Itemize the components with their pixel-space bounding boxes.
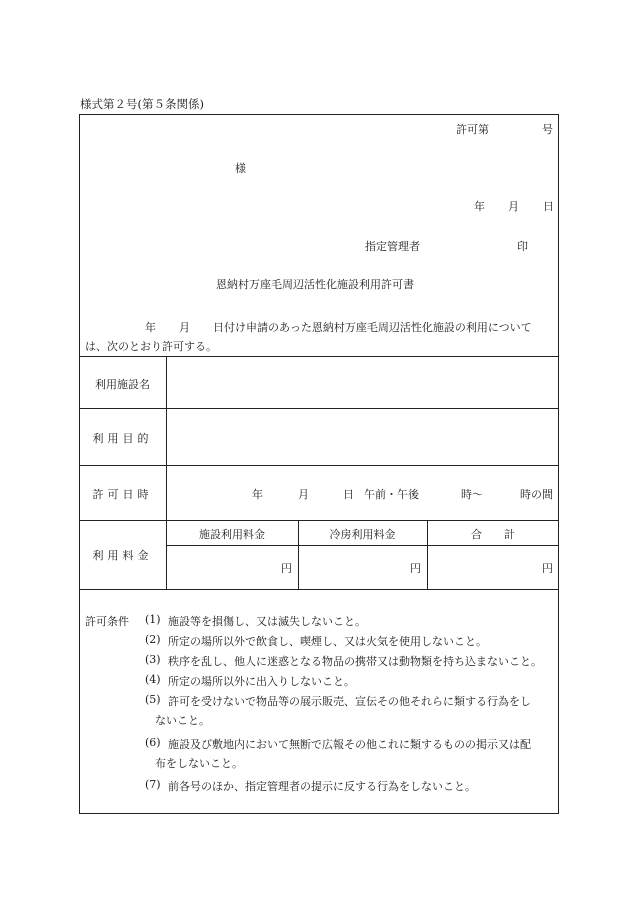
condition-5-num: (5) <box>145 693 161 706</box>
fee-facility-unit: 円 <box>281 562 292 575</box>
addressee-suffix: 様 <box>235 162 246 175</box>
permit-no-suffix: 号 <box>542 123 553 136</box>
permit-ampm: 午前・午後 <box>364 488 419 501</box>
condition-4-text: 所定の場所以外に出入りしないこと。 <box>168 675 355 688</box>
condition-1-text: 施設等を損傷し、又は滅失しないこと。 <box>168 615 366 628</box>
permit-from-hour: 時～ <box>461 488 483 501</box>
datetime-label: 許可日時 <box>92 488 153 501</box>
permit-no-prefix: 許可第 <box>456 123 489 136</box>
condition-1-num: (1) <box>145 613 161 626</box>
condition-5-text-cont: ないこと。 <box>155 714 210 727</box>
purpose-field[interactable] <box>167 409 558 464</box>
date-year: 年 <box>474 200 485 213</box>
seal-mark: 印 <box>517 240 528 253</box>
form-caption: 様式第２号(第５条関係) <box>80 97 204 111</box>
condition-6-text: 施設及び敷地内において無断で広報その他これに類するものの掲示又は配 <box>168 738 531 751</box>
date-month: 月 <box>508 200 519 213</box>
permit-day: 日 <box>343 488 354 501</box>
rule-fee-header-bottom <box>166 545 559 546</box>
fee-label: 利用料金 <box>92 549 153 562</box>
conditions-label: 許可条件 <box>85 615 129 628</box>
condition-5-text: 許可を受けないで物品等の展示販売、宣伝その他それらに類する行為をし <box>168 695 531 708</box>
permit-to-hour: 時の間 <box>520 488 553 501</box>
manager-label: 指定管理者 <box>365 240 420 253</box>
document-title: 恩納村万座毛周辺活性化施設利用許可書 <box>216 278 414 291</box>
permit-month: 月 <box>298 488 309 501</box>
condition-6-num: (6) <box>145 736 161 749</box>
intro-line-1: 日付け申請のあった恩納村万座毛周辺活性化施設の利用について <box>213 321 532 334</box>
condition-7-text: 前各号のほか、指定管理者の提示に反する行為をしないこと。 <box>168 780 476 793</box>
condition-6-text-cont: 布をしないこと。 <box>155 757 243 770</box>
permit-form-frame <box>79 114 559 814</box>
condition-2-text: 所定の場所以外で飲食し、喫煙し、又は火気を使用しないこと。 <box>168 635 487 648</box>
date-day: 日 <box>543 200 554 213</box>
condition-4-num: (4) <box>145 673 161 686</box>
condition-3-text: 秩序を乱し、他人に迷惑となる物品の携帯又は動物類を持ち込まないこと。 <box>168 655 542 668</box>
intro-month: 月 <box>179 321 190 334</box>
permit-year: 年 <box>252 488 263 501</box>
fee-header-cooling: 冷房利用料金 <box>329 528 396 541</box>
intro-line-2: は、次のとおり許可する。 <box>85 340 217 353</box>
purpose-label: 利用目的 <box>92 432 153 445</box>
rule-datetime-bottom <box>79 520 559 521</box>
facility-name-field[interactable] <box>167 357 558 407</box>
rule-fee-bottom <box>79 589 559 590</box>
fee-header-total: 合 計 <box>471 528 515 541</box>
condition-7-num: (7) <box>145 778 161 791</box>
rule-purpose-bottom <box>79 465 559 466</box>
condition-2-num: (2) <box>145 633 161 646</box>
fee-cooling-unit: 円 <box>410 562 421 575</box>
fee-total-unit: 円 <box>542 562 553 575</box>
fee-header-facility: 施設利用料金 <box>199 528 265 541</box>
condition-3-num: (3) <box>145 653 161 666</box>
intro-year: 年 <box>145 321 156 334</box>
facility-name-label: 利用施設名 <box>95 378 150 391</box>
